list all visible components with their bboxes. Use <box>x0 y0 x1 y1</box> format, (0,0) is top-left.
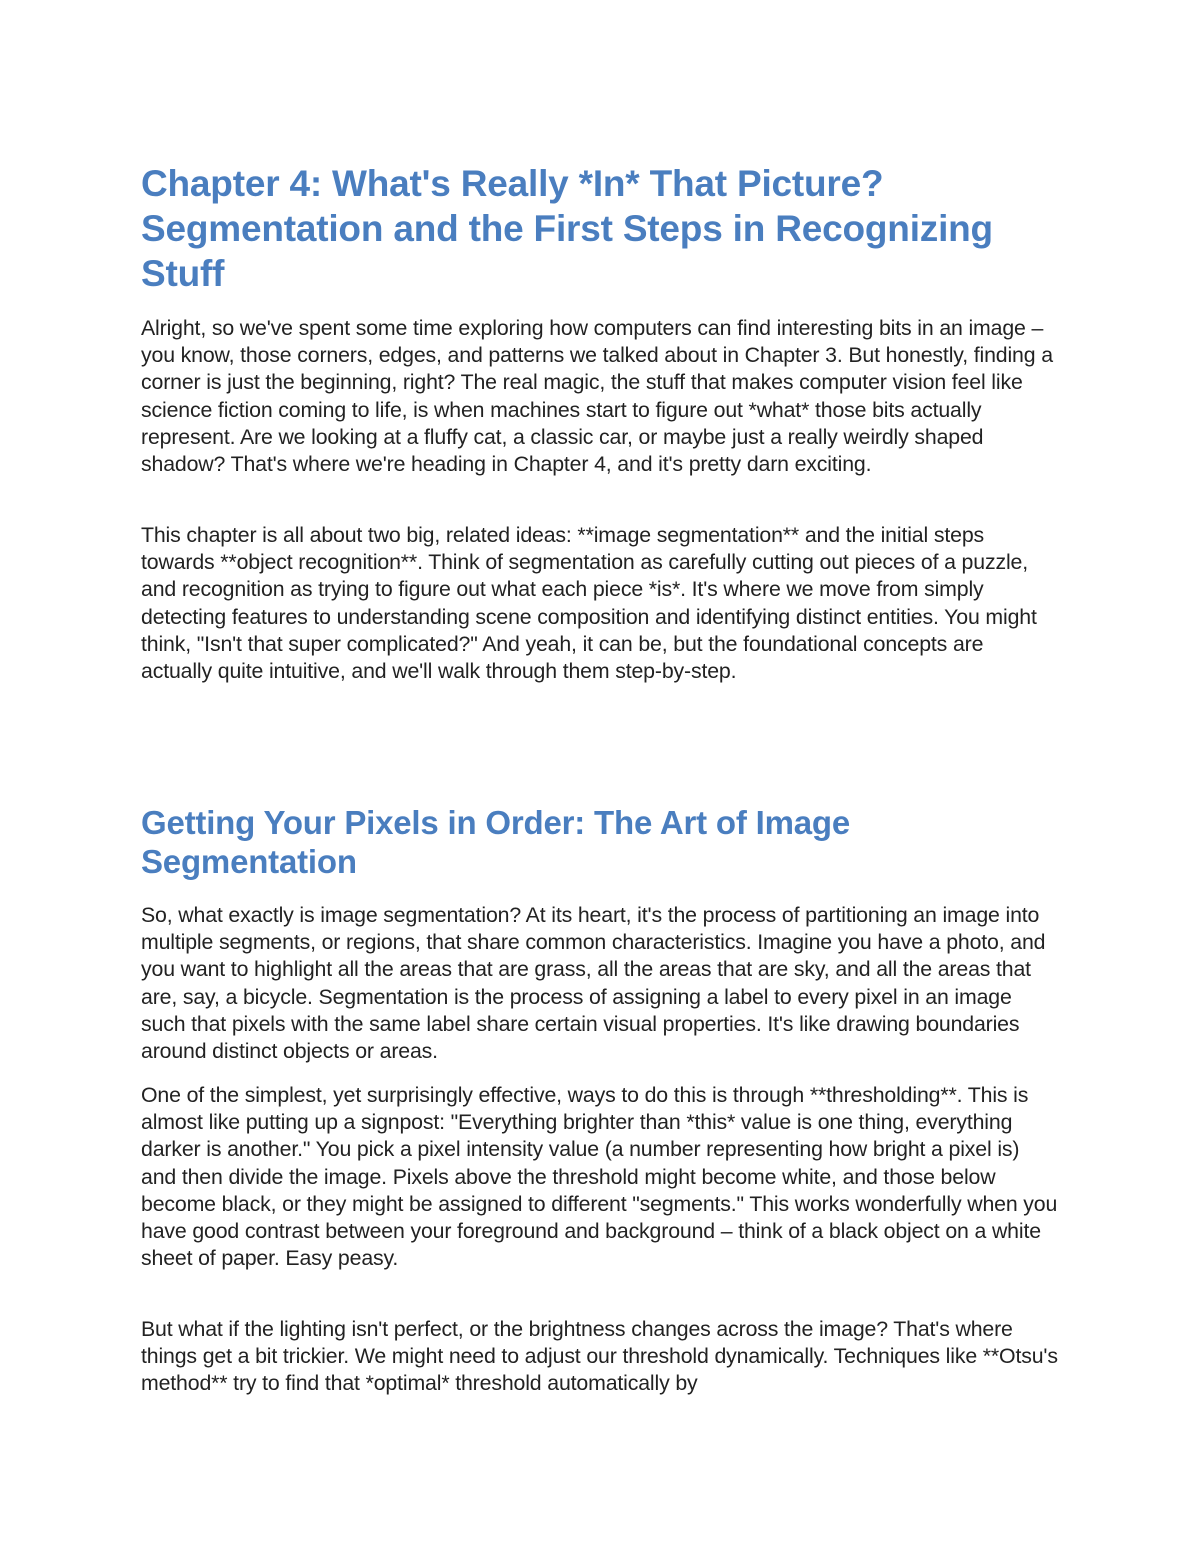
chapter-title: Chapter 4: What's Really *In* That Picture? Segmentation and the First Steps in Recognizing Stuff <box>141 163 993 294</box>
intro-paragraph-1: Alright, so we've spent some time exploring how computers can find interesting bits in an image – you know, those corners, edges, and patterns we talked about in Chapter 3. But honestly, finding a corner is just the beginning, right? The real magic, the stuff that makes computer vision feel like science fiction coming to life, is when machines start to figure out *what* those bits actually represent. Are we looking at a fluffy cat, a classic car, or maybe just a really weirdly shaped shadow? That's where we're heading in Chapter 4, and it's pretty darn exciting. <box>141 316 1053 477</box>
section-title: Getting Your Pixels in Order: The Art of Image Segmentation <box>141 804 850 880</box>
intro-paragraph-2: This chapter is all about two big, related ideas: **image segmentation** and the initial steps towards **object recognition**. Think of segmentation as carefully cutting out pieces of a puzzle, and recognition as trying to figure out what each piece *is*. It's where we move from simply detecting features to understanding scene composition and identifying distinct entities. You might think, "Isn't that super complicated?" And yeah, it can be, but the foundational concepts are actually quite intuitive, and we'll walk through them step-by-step. <box>141 523 1037 684</box>
section-paragraph-3: But what if the lighting isn't perfect, or the brightness changes across the image? That's where things get a bit trickier. We might need to adjust our threshold dynamically. Techniques like **Otsu's method** try to find that *optimal* threshold automatically by <box>141 1317 1058 1396</box>
section-paragraph-2: One of the simplest, yet surprisingly effective, ways to do this is through **thresholding**. This is almost like putting up a signpost: "Everything brighter than *this* value is one thing, everything darker is another." You pick a pixel intensity value (a number representing how bright a pixel is) and then divide the image. Pixels above the threshold might become white, and those below become black, or they might be assigned to different "segments." This works wonderfully when you have good contrast between your foreground and background – think of a black object on a white sheet of paper. Easy peasy. <box>141 1083 1058 1271</box>
section-paragraph-1: So, what exactly is image segmentation? At its heart, it's the process of partitioning an image into multiple segments, or regions, that share common characteristics. Imagine you have a photo, and you want to highlight all the areas that are grass, all the areas that are sky, and all the areas that are, say, a bicycle. Segmentation is the process of assigning a label to every pixel in an image such that pixels with the same label share certain visual properties. It's like drawing boundaries around distinct objects or areas. <box>141 903 1046 1064</box>
document-page <box>141 0 1061 1553</box>
